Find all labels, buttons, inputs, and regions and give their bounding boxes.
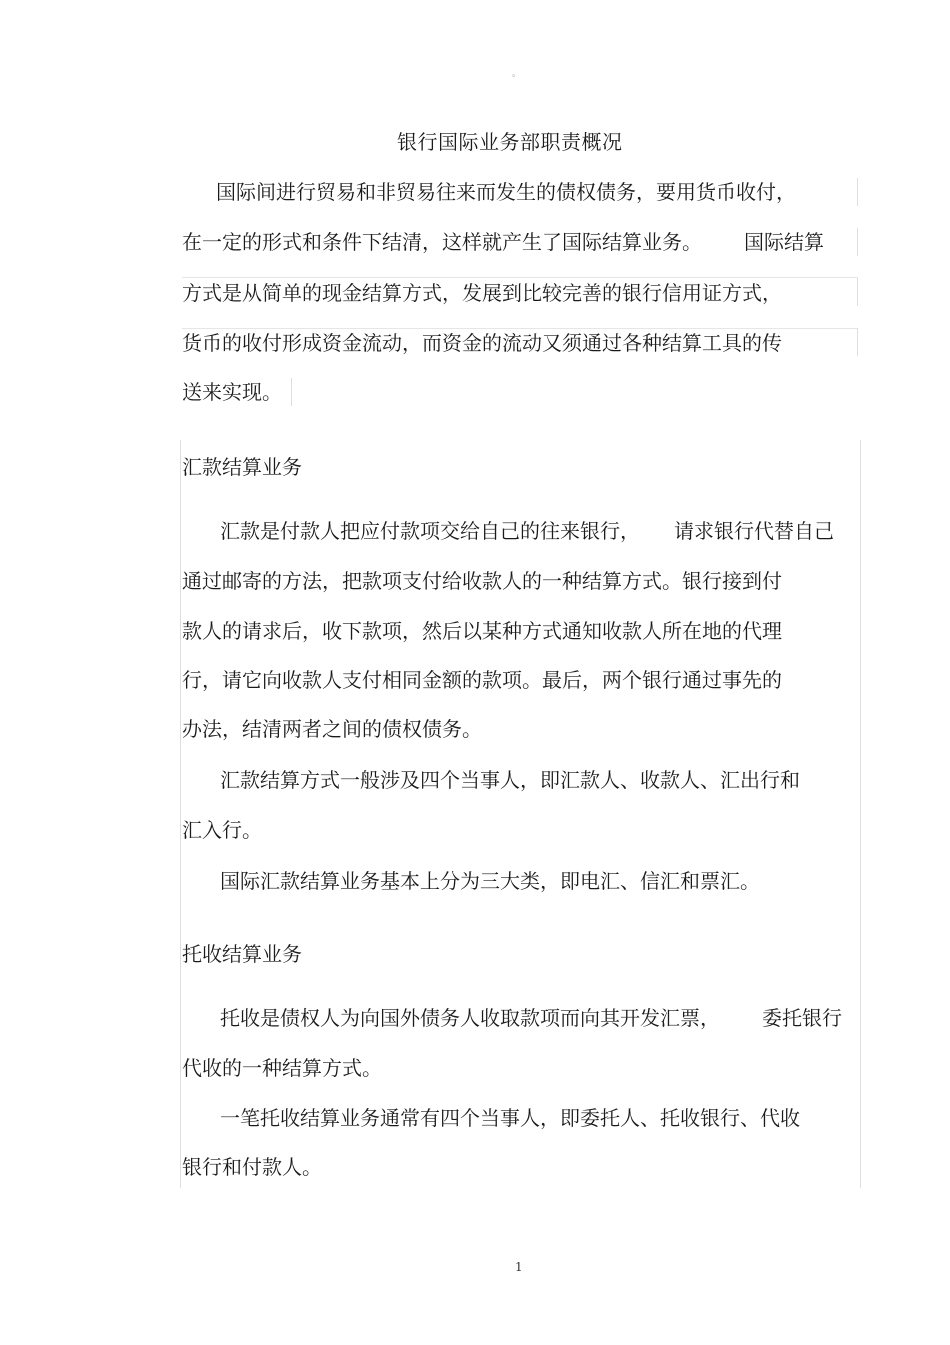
paragraph-line: 汇入行。 — [182, 818, 262, 842]
intro-border-right-2 — [857, 228, 858, 256]
paragraph-line: 办法，结清两者之间的债权债务。 — [182, 717, 482, 741]
intro-line-text: 国际结算 — [744, 230, 824, 254]
paragraph-line: 代收的一种结算方式。 — [182, 1056, 382, 1080]
intro-line: 国际间进行贸易和非贸易往来而发生的债权债务，要用货币收付， — [216, 180, 796, 204]
paragraph-text: 委托银行 — [762, 1006, 842, 1030]
paragraph-line: 银行和付款人。 — [182, 1155, 322, 1179]
intro-border-right — [857, 178, 858, 206]
paragraph-line: 行，请它向收款人支付相同金额的款项。最后，两个银行通过事先的 — [182, 668, 782, 692]
section-heading-remittance: 汇款结算业务 — [182, 455, 302, 479]
intro-line — [182, 230, 824, 254]
paragraph-line: 汇款结算方式一般涉及四个当事人，即汇款人、收款人、汇出行和 — [220, 768, 800, 792]
paragraph-text: 汇款是付款人把应付款项交给自己的往来银行， — [220, 519, 640, 543]
intro-line-text: 在一定的形式和条件下结清，这样就产生了国际结算业务。 — [182, 230, 702, 254]
intro-border-row — [182, 277, 858, 278]
paragraph-line: 通过邮寄的方法，把款项支付给收款人的一种结算方式。银行接到付 — [182, 569, 782, 593]
intro-line: 送来实现。 — [182, 380, 282, 404]
intro-border-right-3 — [857, 278, 858, 306]
header-mark: 。 — [512, 69, 522, 79]
section-border-left — [180, 440, 181, 1188]
intro-line: 方式是从简单的现金结算方式，发展到比较完善的银行信用证方式， — [182, 281, 782, 305]
section-border-right — [860, 440, 861, 1188]
section-heading-collection: 托收结算业务 — [182, 942, 302, 966]
paragraph-text: 托收是债权人为向国外债务人收取款项而向其开发汇票， — [220, 1006, 720, 1030]
intro-border-right-5 — [291, 378, 292, 406]
intro-line: 货币的收付形成资金流动，而资金的流动又须通过各种结算工具的传 — [182, 331, 782, 355]
intro-border-row-2 — [182, 328, 858, 329]
paragraph-line — [220, 519, 834, 543]
page-number: 1 — [515, 1260, 523, 1274]
paragraph-line: 国际汇款结算业务基本上分为三大类，即电汇、信汇和票汇。 — [220, 869, 760, 893]
paragraph-line — [220, 1006, 842, 1030]
paragraph-line: 一笔托收结算业务通常有四个当事人，即委托人、托收银行、代收 — [220, 1106, 800, 1130]
paragraph-line: 款人的请求后，收下款项，然后以某种方式通知收款人所在地的代理 — [182, 619, 782, 643]
intro-border-right-4 — [857, 328, 858, 356]
document-title: 银行国际业务部职责概况 — [397, 130, 623, 154]
paragraph-text: 请求银行代替自己 — [674, 519, 834, 543]
